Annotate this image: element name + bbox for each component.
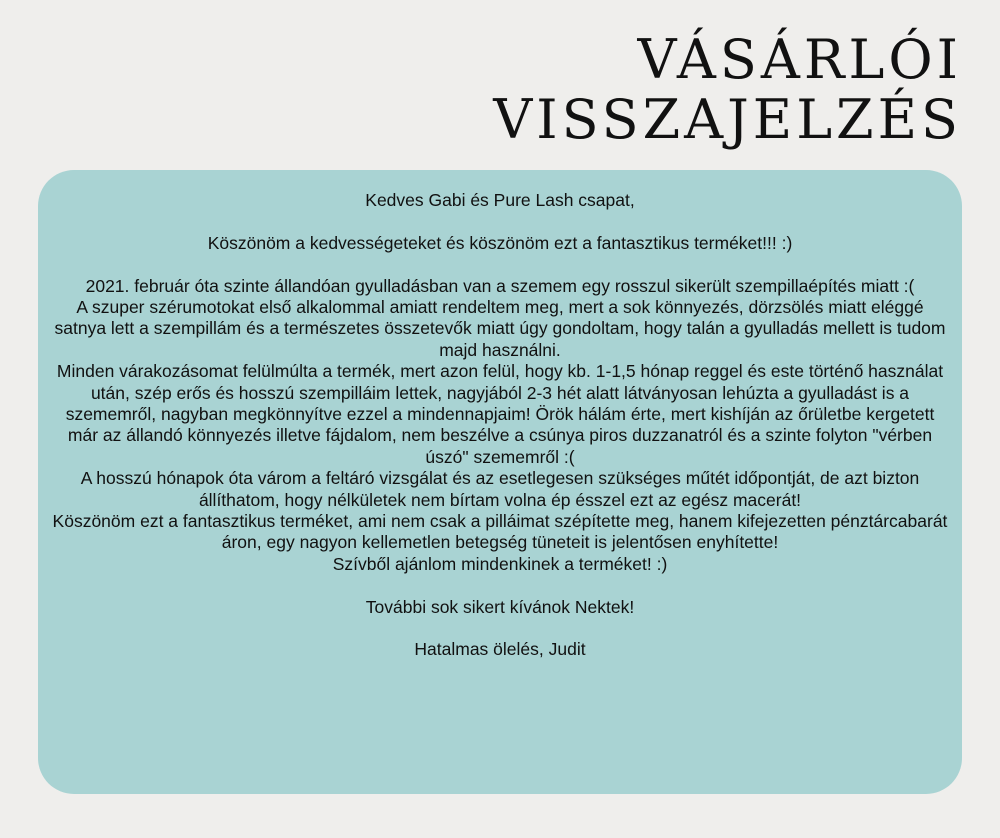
letter-greeting: Kedves Gabi és Pure Lash csapat,: [365, 190, 635, 210]
title-line-2: VISSZAJELZÉS: [493, 88, 962, 151]
letter-thanks: Köszönöm a kedvességeteket és köszönöm ezt a fantasztikus terméket!!! :): [207, 232, 793, 253]
letter-signature: Hatalmas ölelés, Judit: [414, 639, 586, 660]
page-title: [493, 30, 962, 150]
letter-paragraph: Köszönöm ezt a fantasztikus terméket, ami nem csak a pilláimat szépítette meg, hanem kifejezetten pénztárcabarát áron, egy nagyon kellemetlen betegség tüneteit is jelentősen enyhítette!: [52, 511, 948, 553]
letter-paragraph: 2021. február óta szinte állandóan gyulladásban van a szemem egy rosszul sikerült szempillaépítés miatt :(: [85, 275, 915, 296]
title-line-1: VÁSÁRLÓI: [637, 28, 962, 91]
spacer: [52, 618, 948, 639]
letter-paragraph: Szívből ajánlom mindenkinek a terméket! :): [332, 553, 668, 574]
letter-wishes: További sok sikert kívánok Nektek!: [365, 596, 635, 617]
spacer: [52, 254, 948, 275]
testimonial-card: [38, 170, 962, 794]
spacer: [52, 211, 948, 232]
letter-paragraph: Minden várakozásomat felülmúlta a termék, mert azon felül, hogy kb. 1-1,5 hónap reggel és este történő használat után, szép erős és hosszú szempilláim lettek, nagyjából 2-3 hét alatt látványosan lehúzta a gyulladást is a szememről, nagyban megkönnyítve ezzel a mindennapjaim! Örök hálám érte, mert kishíján az őrületbe kergetett már az állandó könnyezés illetve fájdalom, nem beszélve a csúnya piros duzzanatról és a szinte folyton "vérben úszó" szememről :(: [56, 361, 944, 467]
letter-paragraph: A szuper szérumotokat első alkalommal amiatt rendeltem meg, mert a sok könnyezés, dörzsölés miatt eléggé satnya lett a szempillám és a természetes összetevők miatt úgy gondoltam, hogy talán a gyulladás mellett is tudom majd használni.: [54, 297, 946, 360]
letter-paragraph: A hosszú hónapok óta várom a feltáró vizsgálat és az esetlegesen szükséges műtét időpontját, de azt bizton állíthatom, hogy nélkületek nem bírtam volna ép ésszel ezt az egész macerát!: [80, 468, 920, 510]
spacer: [52, 575, 948, 596]
